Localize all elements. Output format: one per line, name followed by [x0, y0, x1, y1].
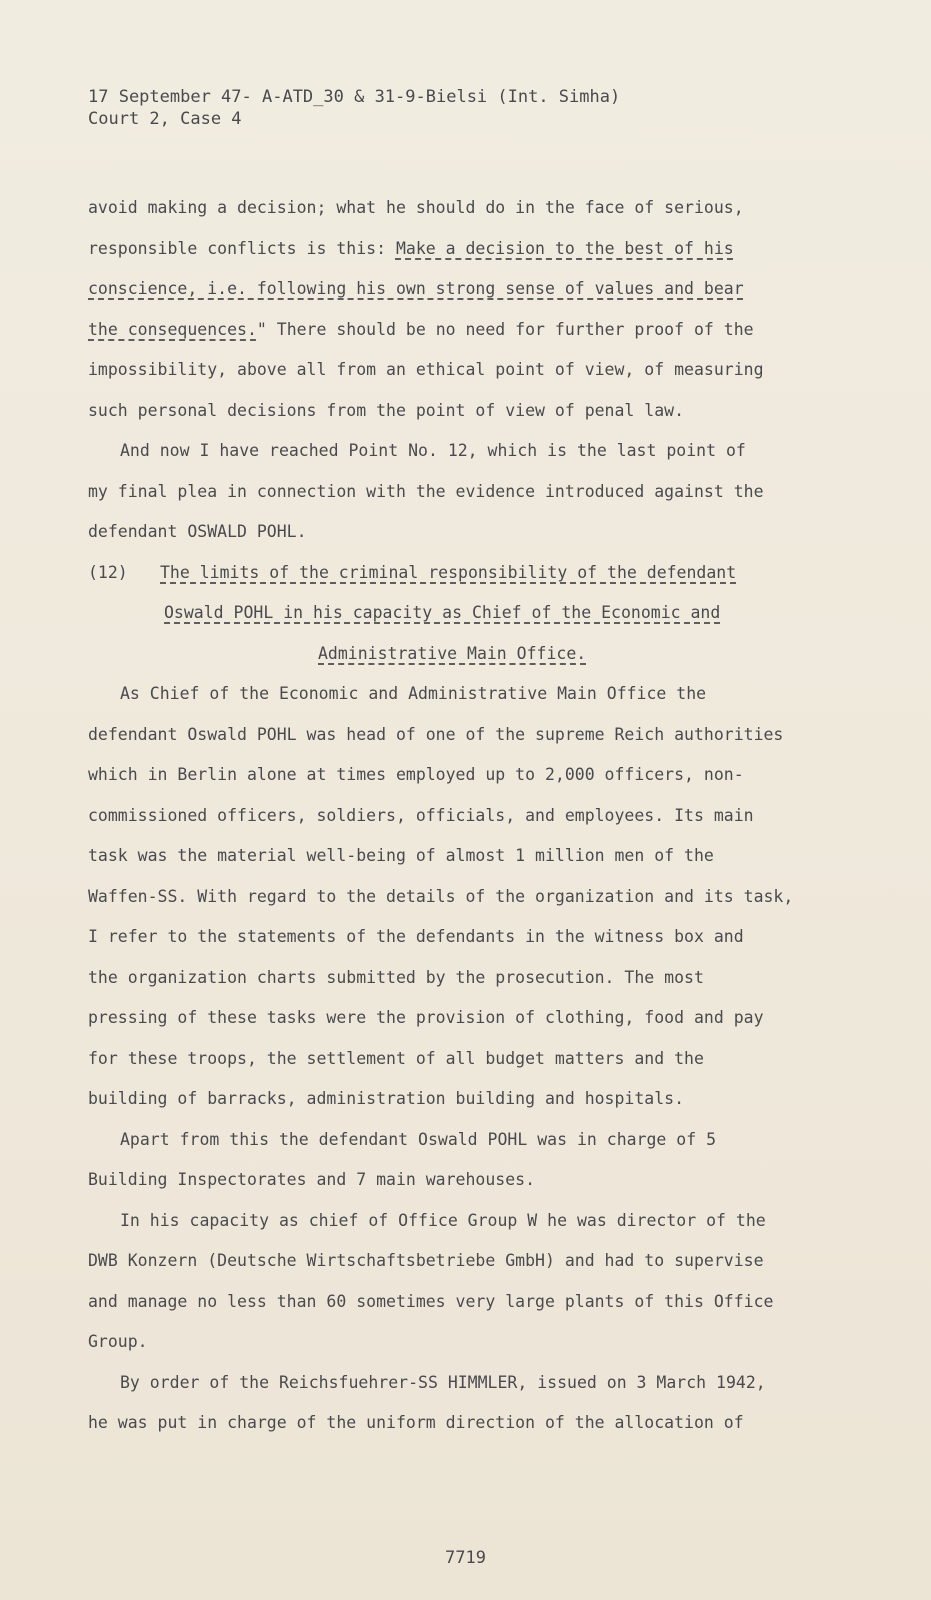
text-line: for these troops, the settlement of all budget matters and the — [88, 1048, 704, 1068]
header-court-line: Court 2, Case 4 — [88, 109, 242, 129]
text-line: As Chief of the Economic and Administrative Main Office the — [120, 684, 707, 703]
paragraph-conscience — [88, 188, 888, 431]
header-session-line: 17 September 47- A-ATD_30 & 31-9-Bielsi (Int. Simha) — [88, 87, 621, 107]
heading-text: The limits of the criminal responsibility of the defendant — [160, 562, 737, 582]
text-line: commissioned officers, soldiers, officials, and employees. Its main — [88, 805, 754, 825]
text-line: Building Inspectorates and 7 main warehouses. — [88, 1170, 536, 1189]
text-line: By order of the Reichsfuehrer-SS HIMMLER, issued on 3 March 1942, — [120, 1372, 766, 1392]
heading-line: Administrative Main Office. — [318, 643, 587, 663]
text-span: responsible conflicts is this: — [88, 238, 396, 258]
text-line: Group. — [88, 1332, 148, 1351]
text-line: my final plea in connection with the evidence introduced against the — [88, 481, 764, 501]
underlined-text: Make a decision to the best of his — [395, 238, 734, 258]
text-line: building of barracks, administration building and hospitals. — [88, 1089, 685, 1108]
text-line: such personal decisions from the point of view of penal law. — [88, 400, 685, 420]
paragraph-office-group-w — [88, 1201, 888, 1363]
heading-number: (12) — [88, 562, 128, 582]
text-line: I refer to the statements of the defendants in the witness box and — [88, 927, 744, 946]
text-line — [88, 310, 888, 351]
paragraph-point-twelve — [88, 431, 888, 553]
text-line: avoid making a decision; what he should do in the face of serious, — [88, 198, 744, 217]
text-line: Apart from this the defendant Oswald POHL was in charge of 5 — [120, 1129, 717, 1149]
text-line: Waffen-SS. With regard to the details of the organization and its task, — [88, 886, 794, 906]
section-heading-12 — [88, 553, 888, 675]
heading-line — [88, 553, 888, 594]
paragraph-inspectorates — [88, 1120, 888, 1201]
text-line: defendant Oswald POHL was head of one of the supreme Reich authorities — [88, 724, 784, 744]
document-header — [88, 86, 620, 130]
text-line: he was put in charge of the uniform direction of the allocation of — [88, 1413, 744, 1432]
text-span: " There should be no need for further proof of the — [256, 319, 754, 339]
heading-line: Oswald POHL in his capacity as Chief of the Economic and — [164, 603, 721, 622]
text-line: impossibility, above all from an ethical point of view, of measuring — [88, 360, 764, 379]
page-number: 7719 — [445, 1548, 486, 1568]
text-line: which in Berlin alone at times employed up to 2,000 officers, non- — [88, 765, 744, 784]
text-line: And now I have reached Point No. 12, which is the last point of — [120, 441, 746, 460]
text-line: task was the material well-being of almost 1 million men of the — [88, 846, 714, 865]
text-line: and manage no less than 60 sometimes very large plants of this Office — [88, 1291, 774, 1311]
paragraph-chief-duties — [88, 674, 888, 1120]
text-line: pressing of these tasks were the provision of clothing, food and pay — [88, 1008, 764, 1027]
underlined-text: the consequences. — [88, 319, 257, 339]
text-line: the organization charts submitted by the prosecution. The most — [88, 967, 704, 987]
document-body — [88, 188, 888, 1444]
text-line: DWB Konzern (Deutsche Wirtschaftsbetriebe GmbH) and had to supervise — [88, 1251, 764, 1270]
text-line: conscience, i.e. following his own strong sense of values and bear — [88, 279, 744, 298]
paragraph-himmler-order — [88, 1363, 888, 1444]
text-line: defendant OSWALD POHL. — [88, 522, 307, 541]
text-line — [88, 229, 888, 270]
text-line: In his capacity as chief of Office Group W he was director of the — [120, 1210, 766, 1230]
